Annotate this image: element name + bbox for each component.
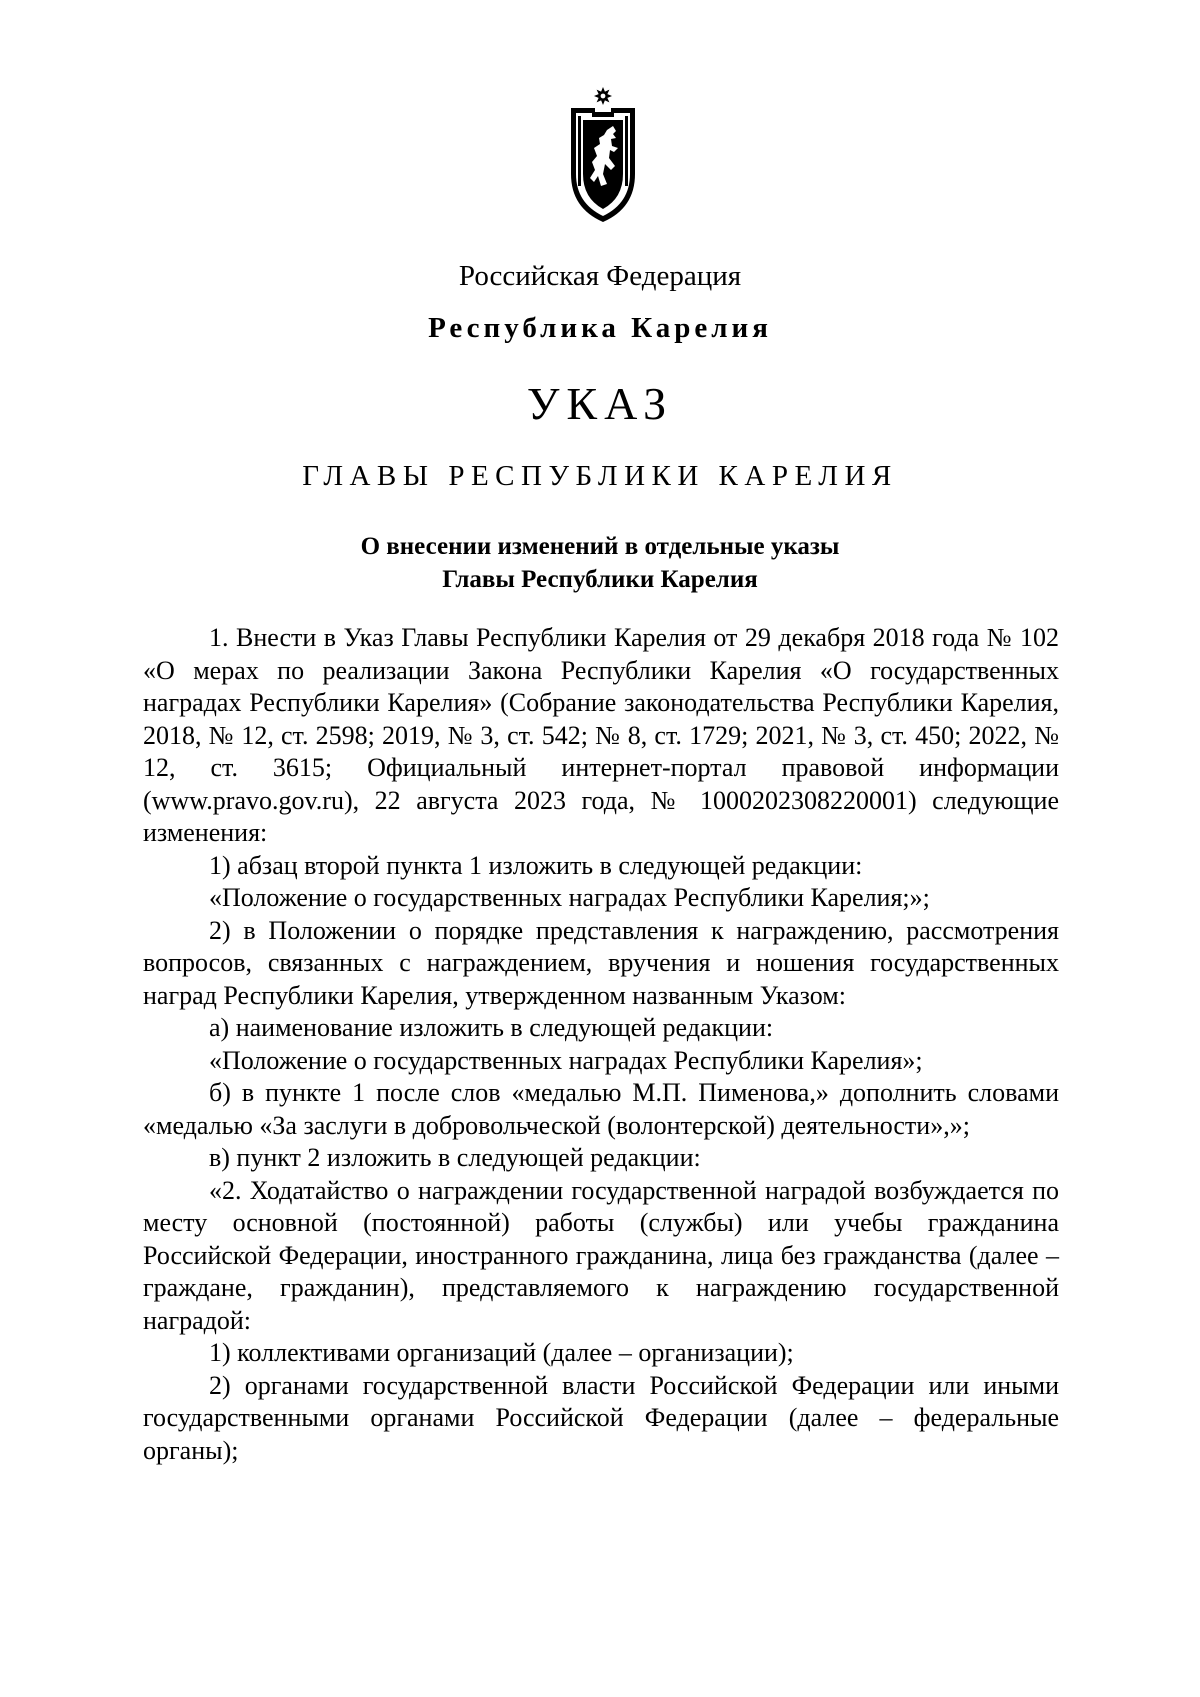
country-name: Российская Федерация — [458, 260, 742, 292]
paragraph-11: 2) органами государственной власти Российской Федерации или иными государственными органами Российской Федерации (далее – федеральные органы); — [143, 1370, 1059, 1465]
document-title-line-2: Главы Республики Карелия — [442, 566, 758, 593]
paragraph-7: б) в пункте 1 после слов «медалью М.П. Пименова,» дополнить словами «медалью «За заслуги в добровольческой (волонтерской) деятельности»,»; — [143, 1078, 1059, 1140]
paragraph-5: а) наименование изложить в следующей редакции: — [209, 1013, 774, 1042]
paragraph-2: 1) абзац второй пункта 1 изложить в следующей редакции: — [209, 850, 863, 880]
paragraph-1: 1. Внести в Указ Главы Республики Карелия от 29 декабря 2018 года № 102 «О мерах по реализации Закона Республики Карелия «О государственных наградах Республики Карелия» (Собрание законодательства Республики Карелия, 2018, № 12, ст. 2598; 2019, № 3, ст. 542; № 8, ст. 1729; 2021, № 3, ст. 450; 2022, № 12, ст. 3615; Официальный интернет-портал правовой информации (www.pravo.gov.ru), 22 августа 2023 года, № 1000202308220001) следующие изменения: — [143, 623, 1059, 847]
issuer-name: ГЛАВЫ РЕСПУБЛИКИ КАРЕЛИЯ — [302, 460, 898, 492]
document-title-line-1: О внесении изменений в отдельные указы — [360, 533, 840, 560]
karelia-coat-of-arms-icon — [567, 86, 639, 224]
republic-name: Республика Карелия — [428, 312, 772, 344]
paragraph-3: «Положение о государственных наградах Республики Карелия;»; — [209, 883, 930, 912]
document-type: УКАЗ — [526, 378, 674, 429]
document-body — [143, 622, 1059, 1467]
paragraph-9: «2. Ходатайство о награждении государственной наградой возбуждается по месту основной (постоянной) работы (службы) или учебы гражданина Российской Федерации, иностранного гражданина, лица без гражданства (далее – граждане, гражданин), представляемого к награждению государственной наградой: — [143, 1175, 1059, 1335]
paragraph-10: 1) коллективами организаций (далее – организации); — [209, 1338, 794, 1367]
paragraph-8: в) пункт 2 изложить в следующей редакции: — [209, 1143, 701, 1172]
paragraph-6: «Положение о государственных наградах Республики Карелия»; — [209, 1045, 923, 1075]
paragraph-4: 2) в Положении о порядке представления к награждению, рассмотрения вопросов, связанных с награждением, вручения и ношения государственных наград Республики Карелия, утвержденном названным Указом: — [143, 915, 1059, 1010]
